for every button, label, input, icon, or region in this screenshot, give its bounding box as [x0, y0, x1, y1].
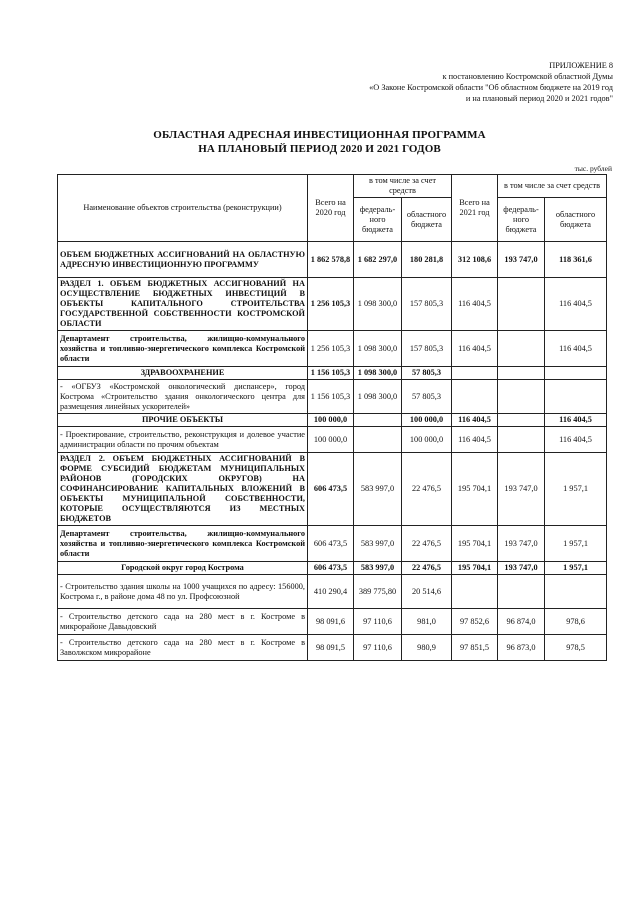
cell-total-2020: 410 290,4 [308, 575, 354, 609]
table-row [58, 575, 607, 609]
cell-regional-2020: 20 514,6 [402, 575, 452, 609]
row-name: - Проектирование, строительство, реконструкция и долевое участие администрации области по прочим объектам [58, 427, 308, 453]
cell-total-2020: 98 091,5 [308, 635, 354, 661]
cell-total-2020: 1 862 578,8 [308, 242, 354, 278]
row-name: Городской округ город Кострома [58, 562, 308, 575]
cell-federal-2020: 1 098 300,0 [354, 278, 402, 331]
cell-regional-2020: 57 805,3 [402, 380, 452, 414]
cell-total-2021: 116 404,5 [452, 414, 498, 427]
cell-regional-2020: 157 805,3 [402, 278, 452, 331]
title-line: НА ПЛАНОВЫЙ ПЕРИОД 2020 И 2021 ГОДОВ [198, 143, 441, 155]
row-name: Департамент строительства, жилищно-коммунального хозяйства и топливно-энергетического комплекса Костромской области [58, 331, 308, 367]
cell-total-2021: 195 704,1 [452, 453, 498, 526]
cell-federal-2021 [498, 380, 545, 414]
cell-regional-2020: 981,0 [402, 609, 452, 635]
cell-total-2021: 195 704,1 [452, 562, 498, 575]
cell-total-2020: 606 473,5 [308, 562, 354, 575]
row-name: РАЗДЕЛ 1. ОБЪЕМ БЮДЖЕТНЫХ АССИГНОВАНИЙ НА ОСУЩЕСТВЛЕНИЕ БЮДЖЕТНЫХ ИНВЕСТИЦИЙ В ОБЪЕКТЫ КАПИТАЛЬНОГО СТРОИТЕЛЬСТВА ГОСУДАРСТВЕННОЙ СОБСТВЕННОСТИ КОСТРОМСКОЙ ОБЛАСТИ [58, 278, 308, 331]
cell-federal-2021 [498, 427, 545, 453]
table-row [58, 331, 607, 367]
row-name: ЗДРАВООХРАНЕНИЕ [58, 367, 308, 380]
cell-federal-2020: 1 098 300,0 [354, 367, 402, 380]
row-name: - Строительство детского сада на 280 мест в г. Костроме в Заволжском микрорайоне [58, 635, 308, 661]
cell-federal-2021: 193 747,0 [498, 453, 545, 526]
cell-regional-2020: 100 000,0 [402, 427, 452, 453]
table-row [58, 453, 607, 526]
cell-regional-2021: 116 404,5 [545, 427, 607, 453]
appendix-line: и на плановый период 2020 и 2021 годов" [465, 94, 613, 103]
cell-federal-2020 [354, 414, 402, 427]
document-title [0, 128, 639, 156]
cell-federal-2021: 96 873,0 [498, 635, 545, 661]
cell-federal-2020: 583 997,0 [354, 526, 402, 562]
cell-total-2020: 1 156 105,3 [308, 367, 354, 380]
header-federal-2021: федераль-ного бюджета [498, 198, 545, 242]
cell-regional-2021: 1 957,1 [545, 562, 607, 575]
appendix-line: к постановлению Костромской областной Думы [442, 72, 613, 81]
cell-total-2020: 100 000,0 [308, 414, 354, 427]
cell-federal-2021 [498, 331, 545, 367]
cell-regional-2021: 118 361,6 [545, 242, 607, 278]
table-row [58, 562, 607, 575]
cell-total-2021: 116 404,5 [452, 278, 498, 331]
header-name: Наименование объектов строительства (реконструкции) [58, 175, 308, 242]
cell-regional-2020: 22 476,5 [402, 453, 452, 526]
cell-regional-2020: 57 805,3 [402, 367, 452, 380]
cell-federal-2021: 193 747,0 [498, 526, 545, 562]
header-federal-2020: федераль-ного бюджета [354, 198, 402, 242]
header-regional-2020: областного бюджета [402, 198, 452, 242]
cell-regional-2021: 116 404,5 [545, 414, 607, 427]
header-regional-2021: областного бюджета [545, 198, 607, 242]
table-row [58, 609, 607, 635]
cell-regional-2021: 1 957,1 [545, 453, 607, 526]
appendix-line: «О Законе Костромской области "Об областном бюджете на 2019 год [369, 83, 613, 92]
cell-total-2021 [452, 575, 498, 609]
cell-regional-2021 [545, 367, 607, 380]
row-name: Департамент строительства, жилищно-коммунального хозяйства и топливно-энергетического комплекса Костромской области [58, 526, 308, 562]
table-row [58, 414, 607, 427]
row-name: ПРОЧИЕ ОБЪЕКТЫ [58, 414, 308, 427]
title-line: ОБЛАСТНАЯ АДРЕСНАЯ ИНВЕСТИЦИОННАЯ ПРОГРАММА [153, 129, 486, 141]
cell-total-2021: 116 404,5 [452, 331, 498, 367]
cell-total-2021: 116 404,5 [452, 427, 498, 453]
cell-regional-2020: 980,9 [402, 635, 452, 661]
cell-total-2020: 98 091,6 [308, 609, 354, 635]
cell-total-2021: 312 108,6 [452, 242, 498, 278]
cell-regional-2021 [545, 575, 607, 609]
cell-federal-2021 [498, 414, 545, 427]
header-row-1 [58, 175, 607, 198]
cell-total-2021: 97 851,5 [452, 635, 498, 661]
cell-federal-2020: 97 110,6 [354, 609, 402, 635]
appendix-block [369, 60, 613, 104]
cell-regional-2020: 180 281,8 [402, 242, 452, 278]
header-total-2021: Всего на 2021 год [452, 175, 498, 242]
cell-federal-2020: 1 098 300,0 [354, 331, 402, 367]
table-row [58, 278, 607, 331]
cell-total-2020: 1 256 105,3 [308, 278, 354, 331]
header-incl-2020: в том числе за счет средств [354, 175, 452, 198]
cell-regional-2020: 100 000,0 [402, 414, 452, 427]
cell-regional-2021 [545, 380, 607, 414]
cell-federal-2020 [354, 427, 402, 453]
cell-regional-2021: 978,6 [545, 609, 607, 635]
row-name: - Строительство детского сада на 280 мест в г. Костроме в микрорайоне Давыдовский [58, 609, 308, 635]
header-total-2020: Всего на 2020 год [308, 175, 354, 242]
cell-regional-2021: 978,5 [545, 635, 607, 661]
cell-regional-2020: 22 476,5 [402, 562, 452, 575]
table-row [58, 367, 607, 380]
row-name: - Строительство здания школы на 1000 учащихся по адресу: 156000, Кострома г., в районе дома 48 по ул. Профсоюзной [58, 575, 308, 609]
cell-total-2021: 195 704,1 [452, 526, 498, 562]
cell-total-2021 [452, 367, 498, 380]
cell-regional-2021: 1 957,1 [545, 526, 607, 562]
table-row [58, 242, 607, 278]
cell-federal-2020: 389 775,80 [354, 575, 402, 609]
cell-regional-2020: 22 476,5 [402, 526, 452, 562]
cell-federal-2021 [498, 367, 545, 380]
table-row [58, 427, 607, 453]
table-row [58, 635, 607, 661]
cell-regional-2020: 157 805,3 [402, 331, 452, 367]
header-incl-2021: в том числе за счет средств [498, 175, 607, 198]
cell-federal-2021: 193 747,0 [498, 562, 545, 575]
cell-federal-2020: 97 110,6 [354, 635, 402, 661]
cell-total-2020: 1 156 105,3 [308, 380, 354, 414]
cell-regional-2021: 116 404,5 [545, 278, 607, 331]
row-name: РАЗДЕЛ 2. ОБЪЕМ БЮДЖЕТНЫХ АССИГНОВАНИЙ В ФОРМЕ СУБСИДИЙ БЮДЖЕТАМ МУНИЦИПАЛЬНЫХ РАЙОНОВ (ГОРОДСКИХ ОКРУГОВ) НА СОФИНАНСИРОВАНИЕ КАПИТАЛЬНЫХ ВЛОЖЕНИЙ В ОБЪЕКТЫ МУНИЦИПАЛЬНОЙ СОБСТВЕННОСТИ, КОТОРЫЕ ОСУЩЕСТВЛЯЮТСЯ ИЗ МЕСТНЫХ БЮДЖЕТОВ [58, 453, 308, 526]
cell-federal-2021: 193 747,0 [498, 242, 545, 278]
row-name: - «ОГБУЗ «Костромской онкологический диспансер», город Кострома «Строительство здания онкологического центра для размещения линейных ускорителей» [58, 380, 308, 414]
cell-federal-2020: 583 997,0 [354, 453, 402, 526]
investment-table [57, 174, 607, 661]
cell-total-2020: 100 000,0 [308, 427, 354, 453]
cell-total-2020: 606 473,5 [308, 526, 354, 562]
appendix-line: ПРИЛОЖЕНИЕ 8 [549, 61, 613, 70]
row-name: ОБЪЕМ БЮДЖЕТНЫХ АССИГНОВАНИЙ НА ОБЛАСТНУЮ АДРЕСНУЮ ИНВЕСТИЦИОННУЮ ПРОГРАММУ [58, 242, 308, 278]
cell-regional-2021: 116 404,5 [545, 331, 607, 367]
cell-federal-2021 [498, 278, 545, 331]
cell-federal-2020: 1 682 297,0 [354, 242, 402, 278]
table-row [58, 380, 607, 414]
cell-total-2021: 97 852,6 [452, 609, 498, 635]
cell-total-2021 [452, 380, 498, 414]
cell-total-2020: 606 473,5 [308, 453, 354, 526]
cell-federal-2020: 583 997,0 [354, 562, 402, 575]
unit-label: тыс. рублей [574, 164, 612, 173]
cell-total-2020: 1 256 105,3 [308, 331, 354, 367]
cell-federal-2020: 1 098 300,0 [354, 380, 402, 414]
table-row [58, 526, 607, 562]
cell-federal-2021: 96 874,0 [498, 609, 545, 635]
cell-federal-2021 [498, 575, 545, 609]
